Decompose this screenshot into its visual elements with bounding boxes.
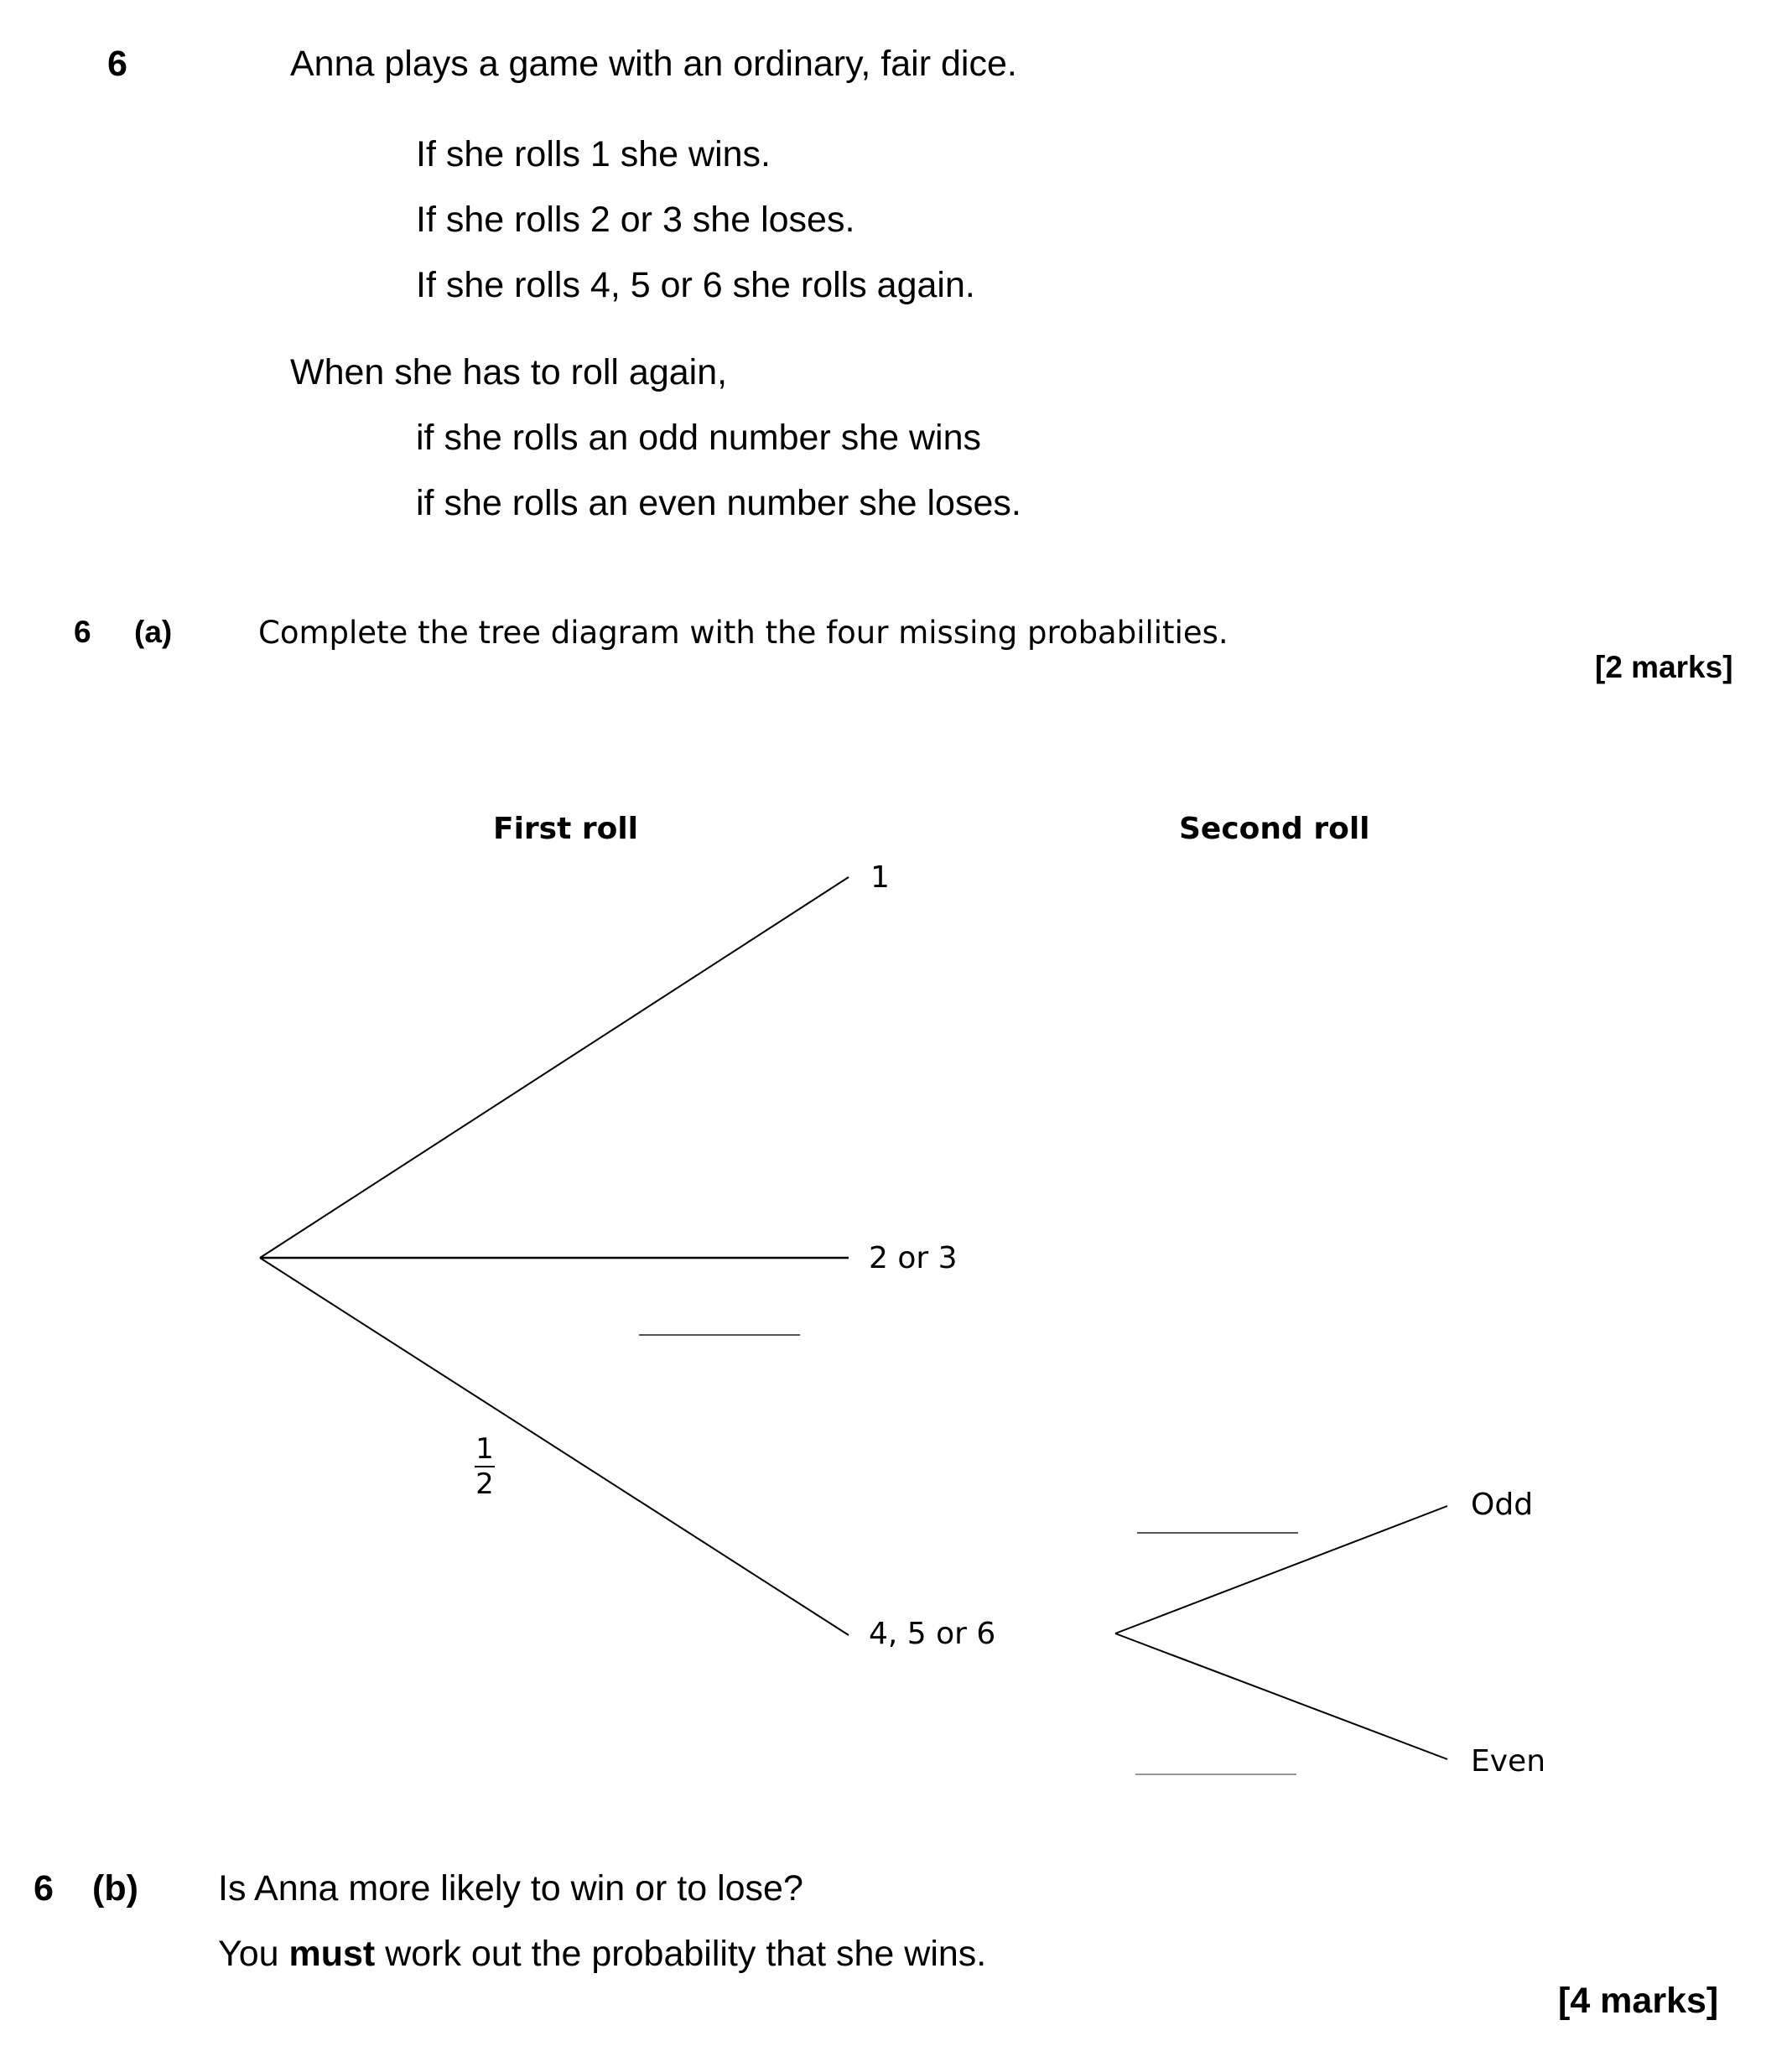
roll-again-rule-1: if she rolls an odd number she wins: [416, 418, 982, 458]
outcome-1-label: 1: [870, 860, 890, 895]
rule-line-3: If she rolls 4, 5 or 6 she rolls again.: [416, 265, 975, 305]
rule-line-1: If she rolls 1 she wins.: [416, 134, 771, 174]
branch-to-4-5-or-6: [260, 1258, 849, 1635]
question-intro: Anna plays a game with an ordinary, fair dice.: [290, 44, 1017, 84]
outcome-even-label: Even: [1471, 1744, 1546, 1779]
part-b-instruction-post: work out the probability that she wins.: [375, 1934, 987, 1974]
question-number: 6: [107, 44, 127, 84]
outcome-2-or-3-label: 2 or 3: [869, 1241, 958, 1275]
part-a-instruction: Complete the tree diagram with the four missing probabilities.: [258, 615, 1228, 651]
part-b-letter: (b): [92, 1868, 138, 1909]
part-b-instruction: [218, 1934, 986, 1975]
second-roll-heading: Second roll: [1179, 812, 1370, 846]
outcome-odd-label: Odd: [1471, 1488, 1534, 1522]
outcome-4-5-or-6-label: 4, 5 or 6: [869, 1617, 996, 1651]
part-a-letter: (a): [134, 615, 173, 649]
given-probability-fraction: [475, 1434, 495, 1499]
rule-line-2: If she rolls 2 or 3 she loses.: [416, 200, 855, 240]
part-b-instruction-emphasis: must: [288, 1934, 376, 1974]
part-a-number: 6: [74, 615, 91, 649]
branch-to-odd: [1115, 1506, 1447, 1633]
part-b-number: 6: [34, 1868, 54, 1909]
branch-to-1: [260, 877, 849, 1258]
roll-again-intro: When she has to roll again,: [290, 352, 728, 392]
branch-to-even: [1115, 1633, 1447, 1759]
part-a-marks: [2 marks]: [1595, 650, 1733, 684]
part-b-question: Is Anna more likely to win or to lose?: [218, 1868, 803, 1909]
roll-again-rule-2: if she rolls an even number she loses.: [416, 483, 1021, 523]
fraction-denominator: 2: [475, 1467, 494, 1501]
fraction-numerator: 1: [475, 1432, 494, 1466]
part-b-instruction-pre: You: [218, 1934, 289, 1974]
first-roll-heading: First roll: [493, 812, 639, 846]
part-b-marks: [4 marks]: [1558, 1981, 1719, 2021]
